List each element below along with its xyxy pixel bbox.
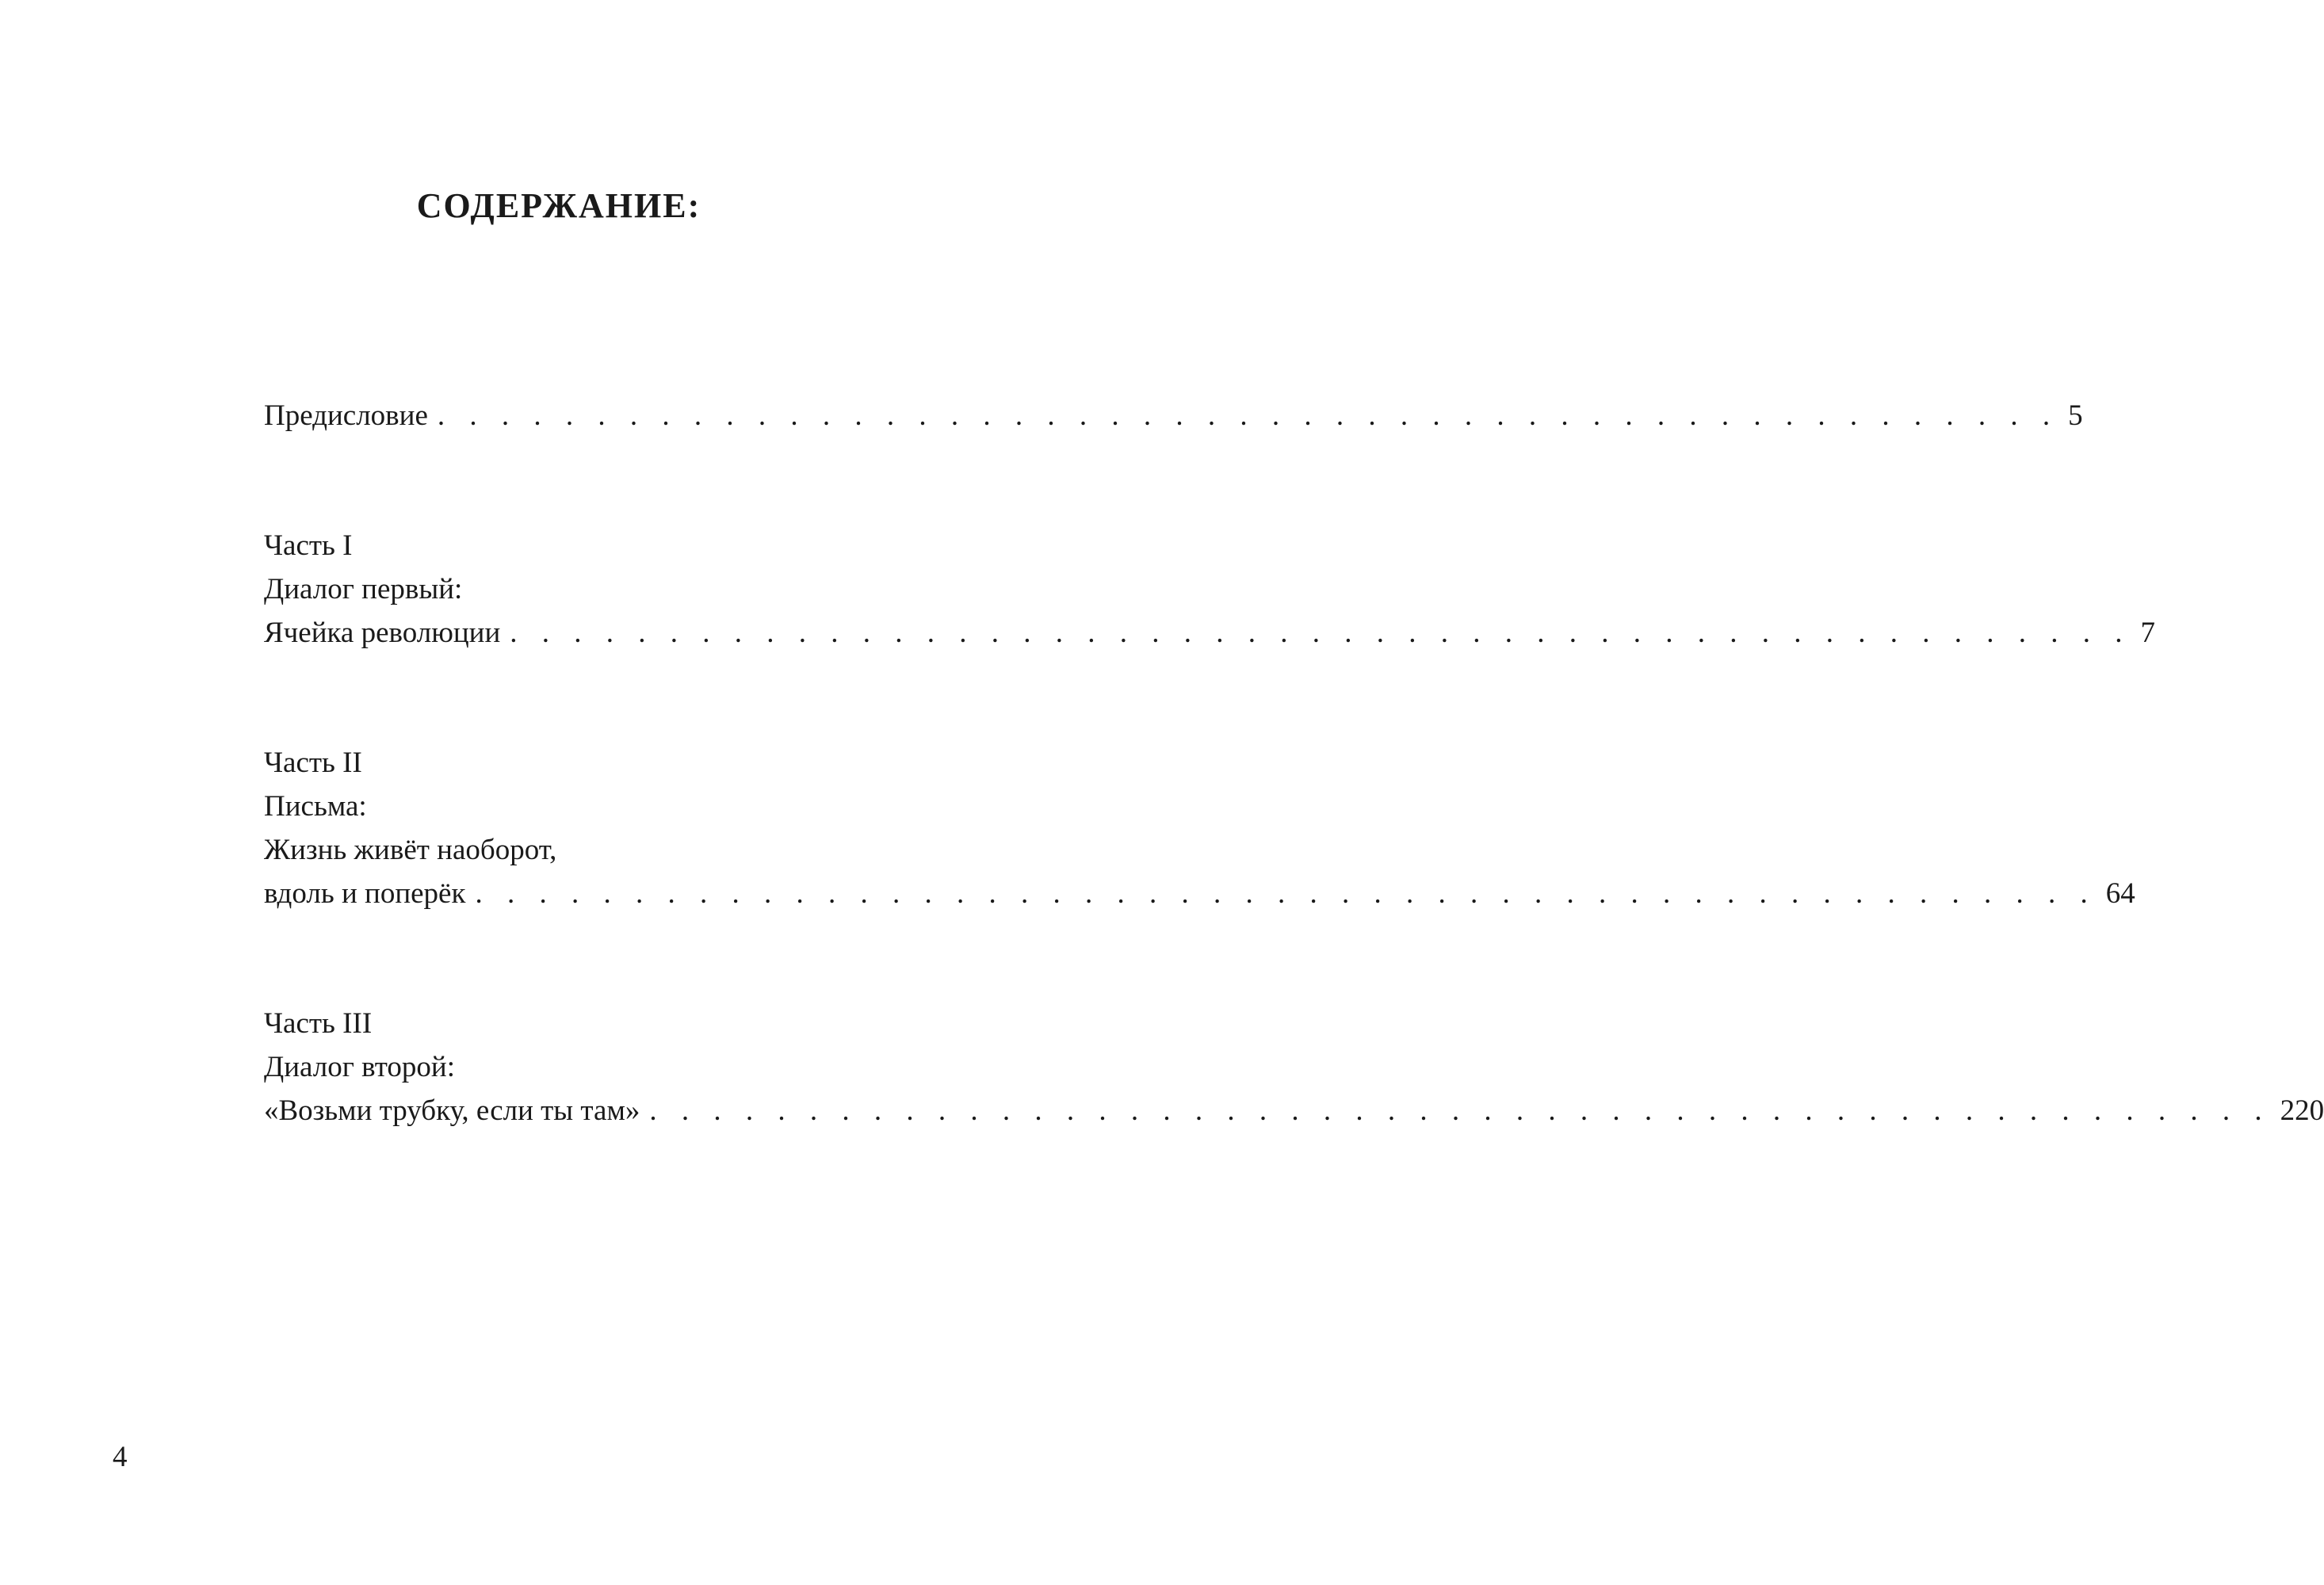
toc-page-number: 7 <box>2140 617 2156 649</box>
toc-subtitle-line: Жизнь живёт наоборот, <box>264 834 557 866</box>
toc-part-label: Часть II <box>264 747 362 779</box>
toc-page-number: 220 <box>2280 1094 2324 1127</box>
toc-entry-title: Предисловие <box>264 399 428 432</box>
toc-section-label: Диалог второй: <box>264 1051 455 1083</box>
toc-page-number: 5 <box>2068 399 2083 432</box>
toc-section-label: Письма: <box>264 790 367 823</box>
toc-entry-part-3[interactable] <box>264 1002 2324 1132</box>
dot-leader: . . . . . . . . . . . . . . . . . . . . . . . . . . . . . . . . . . . . . . . . . . . . . . . . . . . <box>649 1094 2271 1127</box>
toc-part-label: Часть III <box>264 1007 373 1040</box>
toc-entry-line <box>264 611 2156 655</box>
dot-leader: . . . . . . . . . . . . . . . . . . . . . . . . . . . . . . . . . . . . . . . . . . . . . . . . . . . <box>437 399 2059 432</box>
toc-entry-line <box>264 872 2135 915</box>
page-folio: 4 <box>113 1441 128 1473</box>
dot-leader: . . . . . . . . . . . . . . . . . . . . . . . . . . . . . . . . . . . . . . . . . . . . . . . . . . . <box>510 617 2131 649</box>
toc-title: СОДЕРЖАНИЕ: <box>416 186 701 225</box>
dot-leader: . . . . . . . . . . . . . . . . . . . . . . . . . . . . . . . . . . . . . . . . . . . . . . . . . . . <box>475 877 2097 910</box>
toc-entry-line <box>264 1089 2324 1132</box>
toc-entry-part-2[interactable] <box>264 741 2135 915</box>
toc-entry-title: вдоль и поперёк <box>264 877 466 910</box>
toc-entry-title: «Возьми трубку, если ты там» <box>264 1094 640 1127</box>
toc-part-label: Часть I <box>264 529 353 562</box>
toc-entry-part-1[interactable] <box>264 524 2156 655</box>
toc-entry-preface[interactable] <box>264 394 2083 437</box>
toc-page-number: 64 <box>2105 877 2135 910</box>
toc-section-label: Диалог первый: <box>264 573 463 605</box>
toc-entry-line <box>264 394 2083 437</box>
toc-entry-title: Ячейка революции <box>264 617 501 649</box>
